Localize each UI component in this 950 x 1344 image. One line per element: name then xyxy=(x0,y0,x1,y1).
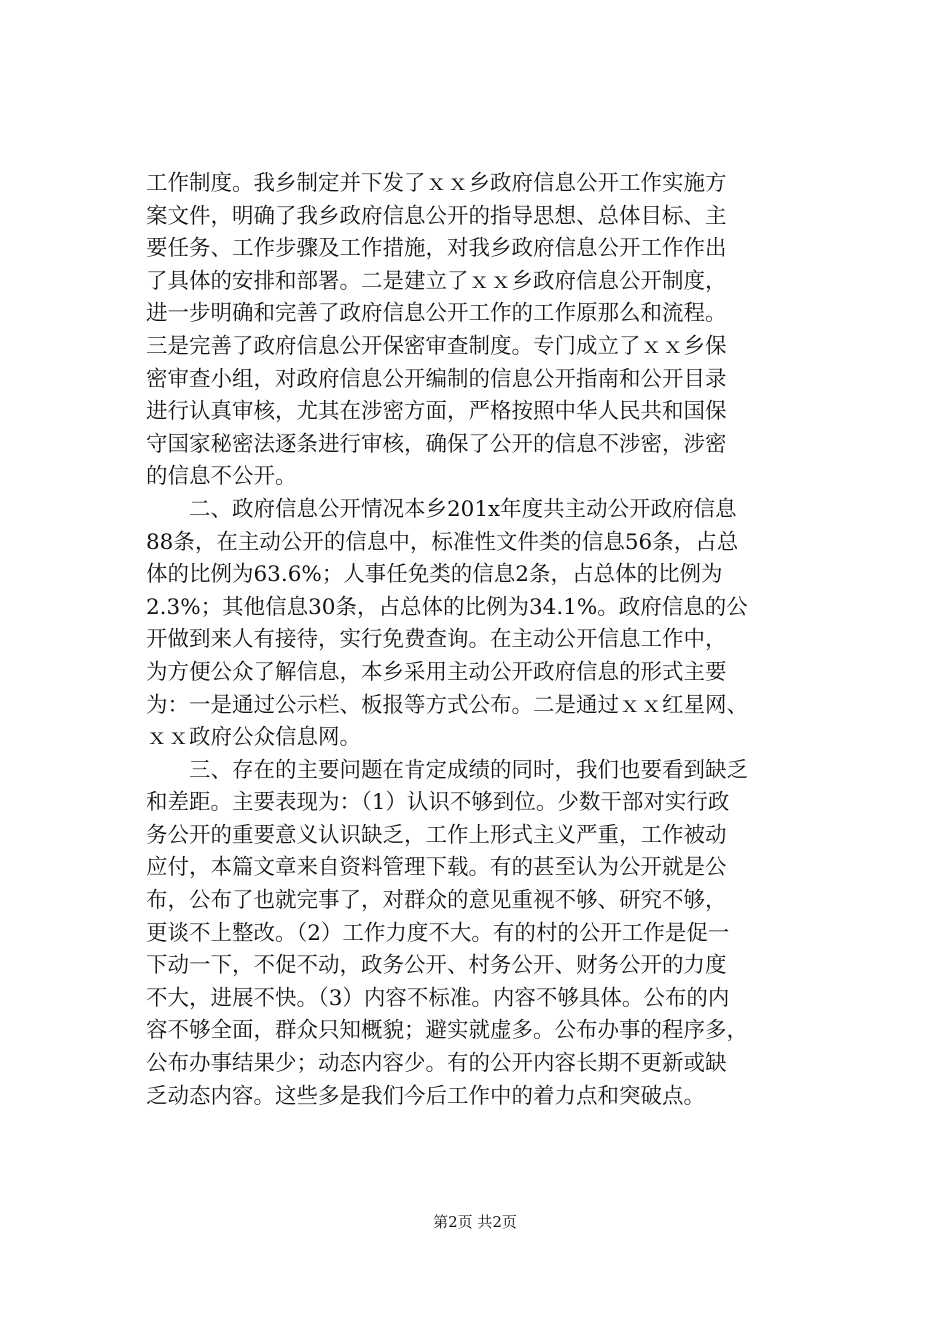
text-line: 三、存在的主要问题在肯定成绩的同时，我们也要看到缺乏 xyxy=(146,757,749,783)
page-number-footer: 第2页 共2页 xyxy=(433,1213,517,1231)
text-line: 务公开的重要意义认识缺乏，工作上形式主义严重，工作被动 xyxy=(146,822,727,848)
text-line: 二、政府信息公开情况本乡201x年度共主动公开政府信息 xyxy=(146,496,737,522)
text-line: 更谈不上整改。（2）工作力度不大。有的村的公开工作是促一 xyxy=(146,920,730,946)
text-line: 了具体的安排和部署。二是建立了ｘｘ乡政府信息公开制度， xyxy=(146,268,727,294)
text-line: 案文件，明确了我乡政府信息公开的指导思想、总体目标、主 xyxy=(146,203,727,229)
text-line: 下动一下，不促不动，政务公开、村务公开、财务公开的力度 xyxy=(146,953,727,979)
text-line: 工作制度。我乡制定并下发了ｘｘ乡政府信息公开工作实施方 xyxy=(146,171,727,196)
text-line: 乏动态内容。这些多是我们今后工作中的着力点和突破点。 xyxy=(146,1083,706,1109)
text-line: 密审查小组，对政府信息公开编制的信息公开指南和公开目录 xyxy=(146,366,727,392)
text-line: 进行认真审核，尤其在涉密方面，严格按照中华人民共和国保 xyxy=(146,399,727,425)
text-line: 2.3%；其他信息30条，占总体的比例为34.1%。政府信息的公 xyxy=(146,594,748,620)
text-line: 布，公布了也就完事了，对群众的意见重视不够、研究不够， xyxy=(146,888,727,914)
text-line: 开做到来人有接待，实行免费查询。在主动公开信息工作中， xyxy=(146,627,727,653)
text-line: 进一步明确和完善了政府信息公开工作的工作原那么和流程。 xyxy=(146,301,727,327)
text-line: 容不够全面，群众只知概貌；避实就虚多。公布办事的程序多， xyxy=(146,1018,749,1044)
text-line: 三是完善了政府信息公开保密审查制度。专门成立了ｘｘ乡保 xyxy=(146,333,727,359)
text-line: 应付，本篇文章来自资料管理下载。有的甚至认为公开就是公 xyxy=(146,855,727,881)
text-line: 公布办事结果少；动态内容少。有的公开内容长期不更新或缺 xyxy=(146,1051,727,1077)
text-line: 不大，进展不快。（3）内容不标准。内容不够具体。公布的内 xyxy=(146,985,730,1011)
body-text xyxy=(146,168,826,1113)
text-line: 为方便公众了解信息，本乡采用主动公开政府信息的形式主要 xyxy=(146,659,727,685)
text-line: 88条，在主动公开的信息中，标准性文件类的信息56条，占总 xyxy=(146,529,739,555)
text-line: 守国家秘密法逐条进行审核，确保了公开的信息不涉密，涉密 xyxy=(146,431,727,457)
text-line: 体的比例为63.6%；人事任免类的信息2条，占总体的比例为 xyxy=(146,562,723,588)
text-line: 和差距。主要表现为：（1）认识不够到位。少数干部对实行政 xyxy=(146,790,730,816)
text-line: 为：一是通过公示栏、板报等方式公布。二是通过ｘｘ红星网、 xyxy=(146,692,749,718)
text-line: 要任务、工作步骤及工作措施，对我乡政府信息公开工作作出 xyxy=(146,236,727,262)
text-line: ｘｘ政府公众信息网。 xyxy=(146,725,362,751)
text-line: 的信息不公开。 xyxy=(146,464,297,490)
